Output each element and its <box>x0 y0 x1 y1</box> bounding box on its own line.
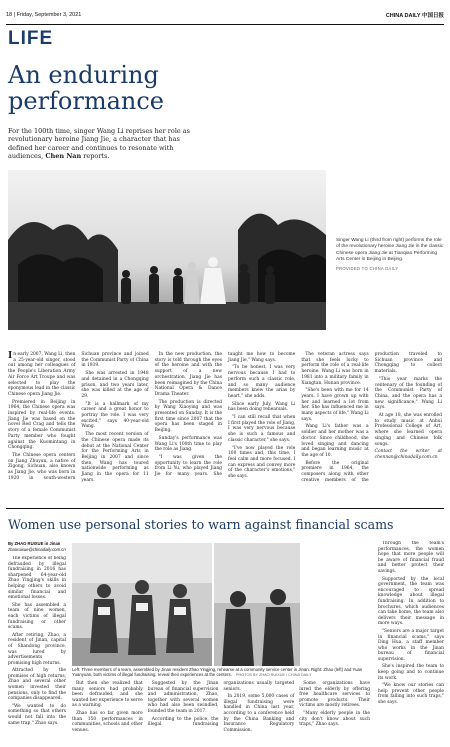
paragraph: Suggested by the Jinan bureau of financial supervision and administration, Zhao, together with several women who had also been swindled, founded the team in 2017. <box>147 681 219 714</box>
paragraph: According to the police, the illegal fundraising organizations usually targeted seniors. <box>147 681 295 728</box>
second-headline: Women use personal stories to warn against financial scams <box>8 517 394 532</box>
section-divider <box>6 508 444 509</box>
paragraph: "I can still recall that when I first played the role of Jiang, I was very nervous because she is such a famous and classic character," she says. <box>227 415 296 443</box>
paragraph: Wang Li's father was a soldier and her mother was a doctor. Since childhood, she loved singing and dancing and began learning music at the age of 10. <box>301 424 369 458</box>
paragraph: The experience of being defrauded by illegal fundraising in 2016 has sharpened 64-year-old Zhao Yingjing's skills in helping others to avoid similar financial and emotional losses. <box>8 556 66 601</box>
paragraph: "This year marks the centenary of the founding of the Communist Party of China, and the opera has a new significance," Wang Li says. <box>374 376 442 411</box>
paragraph: Sunday's performance was Wang Li's 100th time to play the role as Jiang. <box>154 435 222 453</box>
page-info: 18 | Friday, September 3, 2021 <box>6 12 82 18</box>
paragraph: Attracted by the promises of high returns, Zhao and several other women invested their pensions, only to find the companies disappeared. <box>8 668 66 702</box>
paragraph: "It is a hallmark of my career and a great honor to portray the role. I was very excited," says 40-year-old Wang. <box>81 401 149 430</box>
paragraph: Through the team's performances, the women hope that more people will be aware of financial fraud and better protect their savings. <box>378 541 444 574</box>
paragraph: She was arrested in 1948 and detained in a Chongqing prison, and two years later, she was killed at the age of 29. <box>81 371 149 399</box>
paragraph: Zhao has so far given more than 150 performances in communities, schools and other venues. <box>72 710 143 733</box>
second-caption-text: Left: Three members of a team, assembled by Jinan resident Zhao Yingjing, rehearse at a community service center in Jinan. Right: Zhao (left) and Yuan Yuanyuan, both victims of illegal fundraising, reveal their experiences at the centers. <box>72 667 363 678</box>
paragraph: In the new production, the story is told through the eyes of the heroine and with the support of a new orchestration, Jiang Jie has been reimagined by the China National Opera & Dance Drama Theater. <box>154 352 222 397</box>
byline-name: By ZHAO RUIXUE in Jinan <box>8 541 61 546</box>
paragraph: Since early July, Wang Li has been doing rehearsals. <box>227 401 296 413</box>
community-performance-image <box>72 543 300 666</box>
paragraph: She has assembled a team of nine women, each victims of illegal fundraising or other scams. <box>8 602 66 631</box>
byline <box>8 541 66 552</box>
paragraph: "To be honest, I was very nervous because I had to perform such a classic role, and so many audience members knew the arias by heart," she adds. <box>227 365 296 399</box>
paragraph: "I've now played the role 100 times and, this time, I feel calm and more focused. I can express and convey more of the character's emotions," she says. <box>227 445 296 480</box>
paragraph: The veteran actress says that she feels lucky to perform the role of a real-life heroine. Wang Li was born in 1981 into a military family in Xiangtan, Hunan province. <box>301 352 369 386</box>
feature-photo-caption <box>336 238 444 272</box>
paragraph: In 2019, some 5,000 cases of illegal fundraising were handled in China last year, according to a conference held by the China Banking and Insurance Regulatory Commission. <box>223 694 295 733</box>
second-story-left-column <box>8 556 66 741</box>
feature-dek <box>8 127 198 161</box>
dek-text: For the 100th time, singer Wang Li reprises her role as revolutionary heroine Jiang Jie, a character that has defined her career and continues to resonate with audiences, <box>8 127 191 161</box>
feature-headline: An enduring performance <box>8 61 165 115</box>
header-rule <box>6 24 444 25</box>
newspaper-name-en: CHINA DAILY <box>385 13 421 19</box>
byline-email: zhaoruixue@chinadaily.com.cn <box>8 546 66 552</box>
dek-end: reports. <box>83 152 110 161</box>
paragraph: "Many elderly people in the city don't know about such traps," Zhao says. <box>299 710 370 728</box>
feature-photo <box>8 170 326 330</box>
paragraph: In early 2007, Wang Li, then a 25-year-old singer, stood out among her colleagues of the People's Liberation Army Air Force Art Troupe and was selected to play the eponymous lead in the classic Chinese opera Jiang Jie. <box>8 351 76 397</box>
paragraph: Some organizations have lured the elderly by offering free healthcare services to promote products. Their victims are mostly retirees. <box>299 681 370 709</box>
newspaper-name <box>386 11 444 19</box>
paragraph: "We wanted to do something so that others would not fall into the same trap," Zhao says. <box>8 703 66 726</box>
paragraph: The production is directed by Wang Xiaoying and was presented on Sunday. It is the first time since 2007 that the opera has been staged in Beijing. <box>154 399 222 434</box>
paragraph: After retiring, Zhao, a resident of Jinan, capital of Shandong province, was lured by advertisements promising high returns. <box>8 632 66 666</box>
paragraph: But then she realized that many seniors had probably been defrauded, and she wanted her experience to serve as a warning. <box>72 681 143 709</box>
writer-contact: Contact the writer at chennan@chinadaily.com.cn <box>374 449 442 460</box>
section-label: LIFE <box>8 28 54 49</box>
dek-author: Chen Nan <box>45 152 82 161</box>
page-header <box>6 9 444 21</box>
paragraph: Before the original premiere in 1964, the composers along with other creative members of the production traveled to Sichuan province and Chongqing to collect materials. <box>301 352 442 483</box>
second-story-body <box>72 681 370 743</box>
newspaper-name-cn: 中国日报 <box>421 13 444 19</box>
second-photo-credit: PHOTOS BY ZHAO RUIXUE / CHINA DAILY <box>236 673 312 678</box>
paragraph: The Chinese opera centers on Jiang Zhuyun, a native of Zigong, Sichuan, also known as Jiang Jie, who was born in 1920 in south-western Sichuan province and joined the Communist Party of China in 1939. <box>8 352 149 481</box>
paragraph: "Seniors are a major target in financial scams," says Ding Hua, a staff member who works in the Jinan bureau of financial supervision. <box>378 628 444 662</box>
second-story-right-column <box>378 541 444 741</box>
stage-scene-image <box>8 170 326 330</box>
photo-credit: PROVIDED TO CHINA DAILY <box>336 265 399 271</box>
paragraph: "We know our stories can help prevent other people from falling into such traps," she says. <box>378 683 444 706</box>
paragraph: The most recent version of the Chinese opera made its debut at the National Center for the Performing Arts in Beijing in 2007 and since then, Wang has toured nationwide performing as Jiang in the opera for 11 years. <box>81 432 149 483</box>
photo-caption-text: Singer Wang Li (third from right) performs the role of the revolutionary heroine Jiang Jie in the classic Chinese opera Jiang Jie at Tianqiao Performing Arts Center in Beijing in Beijing. <box>336 238 444 263</box>
paragraph: "I was given the opportunity to learn the role from Li Yu, who played Jiang Jie for many years. She taught me how to become Jiang Jie," Wang says. <box>154 352 296 478</box>
second-story-photos <box>72 543 300 666</box>
paragraph: At age 18, she was enrolled to study music at Anhui Professional College of Art, where she learned opera singing and Chinese folk songs. <box>374 413 442 447</box>
paragraph: Supported by the local government, the team was encouraged to spread knowledge about illegal fundraising. In addition to brochures, which audiences can take home, the team also delivers their message in more ways. <box>378 576 444 627</box>
paragraph: "She's been with me for 14 years. I have grown up with her and learned a lot from her. She has influenced me in many aspects of life," Wang Li says. <box>301 388 369 422</box>
paragraph: She's inspired the team to keep going and to continue its work. <box>378 664 444 681</box>
feature-body <box>8 352 442 500</box>
paragraph: Premiered in Beijing in 1964, the Chinese opera was inspired by real-life events. Jiang Jie was based on the novel Red Crag and tells the story of a female Communist Party member who fought against the Kuomintang in Chongqing. <box>8 399 76 451</box>
second-photo-caption <box>72 667 372 679</box>
